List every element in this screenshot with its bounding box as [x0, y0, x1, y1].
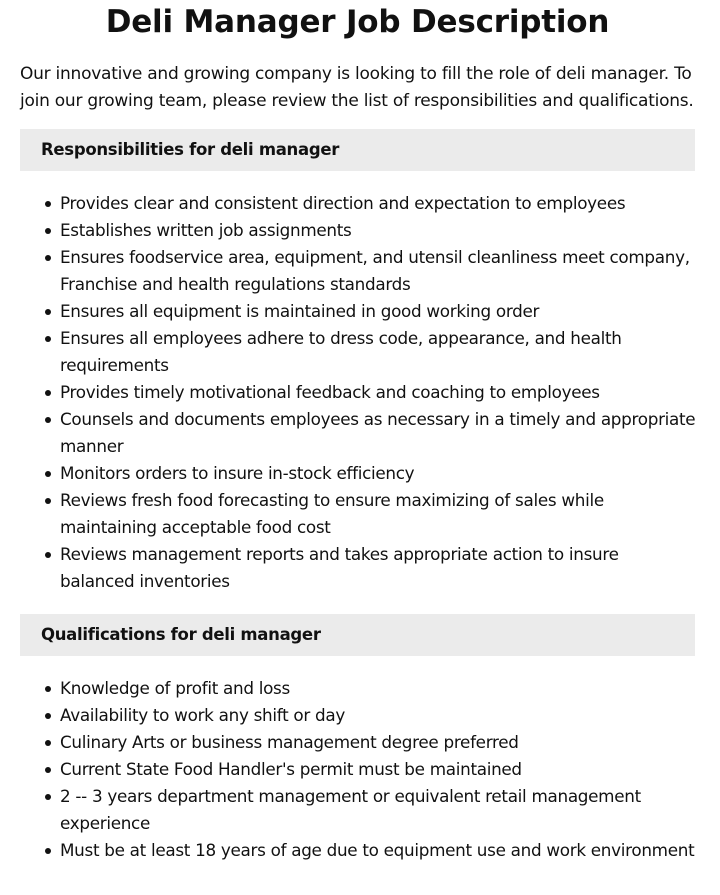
intro-paragraph	[20, 61, 700, 115]
list-item	[60, 729, 700, 756]
list-item	[60, 756, 700, 783]
list-item-line: Current State Food Handler's permit must be maintained	[60, 759, 522, 779]
bullet-icon	[45, 255, 51, 261]
list-item	[60, 217, 700, 244]
responsibilities-heading: Responsibilities for deli manager	[20, 129, 695, 171]
bullet-icon	[45, 740, 51, 746]
list-item	[60, 244, 700, 298]
list-item	[60, 379, 700, 406]
list-item-line: Monitors orders to insure in-stock efficiency	[60, 463, 415, 483]
bullet-icon	[45, 417, 51, 423]
bullet-icon	[45, 794, 51, 800]
bullet-icon	[45, 390, 51, 396]
list-item-line: maintaining acceptable food cost	[60, 517, 331, 537]
list-item-line: Knowledge of profit and loss	[60, 678, 290, 698]
list-item-line: Counsels and documents employees as necessary in a timely and appropriate	[60, 409, 696, 429]
list-item-line: Ensures foodservice area, equipment, and utensil cleanliness meet company,	[60, 247, 690, 267]
list-item	[60, 298, 700, 325]
list-item-line: 2 -- 3 years department management or equivalent retail management	[60, 786, 641, 806]
bullet-icon	[45, 336, 51, 342]
list-item-line: balanced inventories	[60, 571, 230, 591]
bullet-icon	[45, 309, 51, 315]
bullet-icon	[45, 686, 51, 692]
list-item-line: Provides clear and consistent direction and expectation to employees	[60, 193, 626, 213]
list-item-line: requirements	[60, 355, 169, 375]
list-item	[60, 325, 700, 379]
list-item	[60, 406, 700, 460]
list-item-line: Provides timely motivational feedback and coaching to employees	[60, 382, 600, 402]
list-item-line: manner	[60, 436, 124, 456]
bullet-icon	[45, 201, 51, 207]
list-item	[60, 837, 700, 864]
list-item-line: Reviews management reports and takes appropriate action to insure	[60, 544, 619, 564]
page-title: Deli Manager Job Description	[105, 4, 610, 40]
list-item	[60, 541, 700, 595]
intro-line: Our innovative and growing company is looking to fill the role of deli manager. To	[20, 64, 692, 84]
list-item	[60, 487, 700, 541]
list-item-line: Must be at least 18 years of age due to equipment use and work environment	[60, 840, 695, 860]
bullet-icon	[45, 713, 51, 719]
list-item-line: Reviews fresh food forecasting to ensure maximizing of sales while	[60, 490, 604, 510]
list-item-line: Availability to work any shift or day	[60, 705, 345, 725]
bullet-icon	[45, 848, 51, 854]
bullet-icon	[45, 228, 51, 234]
list-item	[60, 783, 700, 837]
list-item-line: Establishes written job assignments	[60, 220, 352, 240]
list-item	[60, 460, 700, 487]
bullet-icon	[45, 552, 51, 558]
bullet-icon	[45, 471, 51, 477]
qualifications-list	[20, 675, 700, 864]
responsibilities-list	[20, 190, 700, 595]
list-item	[60, 190, 700, 217]
list-item	[60, 675, 700, 702]
list-item-line: experience	[60, 813, 151, 833]
list-item-line: Franchise and health regulations standards	[60, 274, 411, 294]
bullet-icon	[45, 767, 51, 773]
list-item-line: Ensures all employees adhere to dress code, appearance, and health	[60, 328, 622, 348]
qualifications-heading: Qualifications for deli manager	[20, 614, 695, 656]
list-item-line: Culinary Arts or business management degree preferred	[60, 732, 519, 752]
list-item	[60, 702, 700, 729]
list-item-line: Ensures all equipment is maintained in good working order	[60, 301, 540, 321]
bullet-icon	[45, 498, 51, 504]
intro-line: join our growing team, please review the list of responsibilities and qualifications.	[20, 91, 694, 111]
